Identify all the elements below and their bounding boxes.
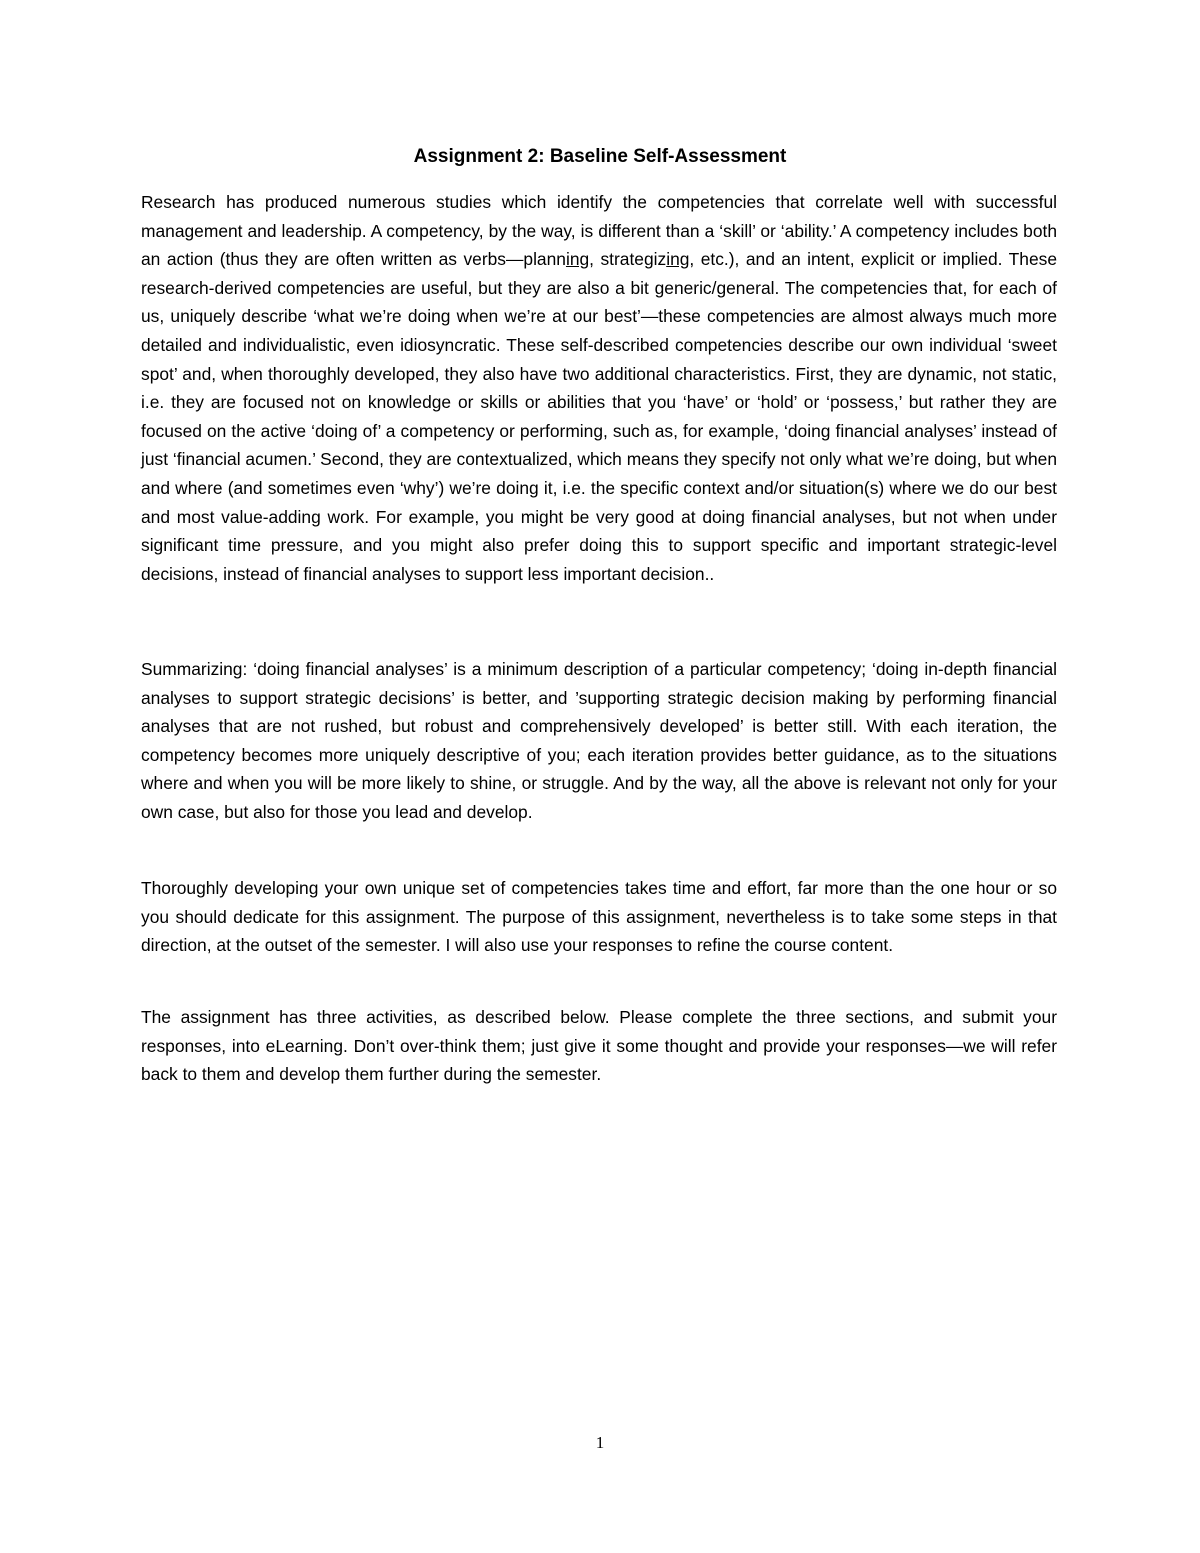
paragraph-text: , etc.), and an intent, explicit or implied. These research-derived competencies are useful, but they are also a bit generic/general. The competencies that, for each of us, uniquely describe ‘what we’re doing when we’re at our best’—these competencies are almost always much more detailed and individualistic, even idiosyncratic. These self-described competencies describe our own individual ‘sweet spot’ and, when thoroughly developed, they also have two additional characteristics. First, they are dynamic, not static, i.e. they are focused not on knowledge or skills or abilities that you ‘have’ or ‘hold’ or ‘possess,’ but rather they are focused on the active ‘doing of’ a competency or performing, such as, for example, ‘doing financial analyses’ instead of just ‘financial acumen.’ Second, they are contextualized, which means they specify not only what we’re doing, but when and where (and sometimes even ‘why’) we’re doing it, i.e. the specific context and/or situation(s) where we do our best and most value-adding work. For example, you might be very good at doing financial analyses, but not when under significant time pressure, and you might also prefer doing this to support specific and important strategic-level decisions, instead of financial analyses to support less important decision..: [141, 249, 1057, 584]
underlined-suffix: ing: [565, 249, 590, 270]
page-number: 1: [595, 1433, 605, 1452]
paragraph-purpose: Thoroughly developing your own unique set of competencies takes time and effort, far more than the one hour or so you should dedicate for this assignment. The purpose of this assignment, nevertheless is to take some steps in that direction, at the outset of the semester. I will also use your responses to refine the course content.: [141, 878, 1057, 956]
paragraph-competency-intro: [141, 188, 1057, 588]
paragraph-summarizing: Summarizing: ‘doing financial analyses’ is a minimum description of a particular competency; ‘doing in-depth financial analyses to support strategic decisions’ is better, and ’supporting strategic decision making by performing financial analyses that are not rushed, but robust and comprehensively developed’ is better still. With each iteration, the competency becomes more uniquely descriptive of you; each iteration provides better guidance, as to the situations where and when you will be more likely to shine, or struggle. And by the way, all the above is relevant not only for your own case, but also for those you lead and develop.: [141, 659, 1057, 822]
paragraph-text: , strategiz: [589, 249, 667, 270]
paragraph-activities: The assignment has three activities, as described below. Please complete the three sections, and submit your responses, into eLearning. Don’t over-think them; just give it some thought and provide your responses—we will refer back to them and develop them further during the semester.: [141, 1007, 1057, 1085]
underlined-suffix: ing: [666, 249, 690, 270]
document-title: Assignment 2: Baseline Self-Assessment: [413, 146, 787, 167]
paragraph-text: Research has produced numerous studies which identify the competencies that correlate well with successful management and leadership. A competency, by the way, is different than a ‘skill’ or ‘ability.’ A competency includes both an action (thus they are often written as verbs—plann: [141, 192, 1057, 270]
